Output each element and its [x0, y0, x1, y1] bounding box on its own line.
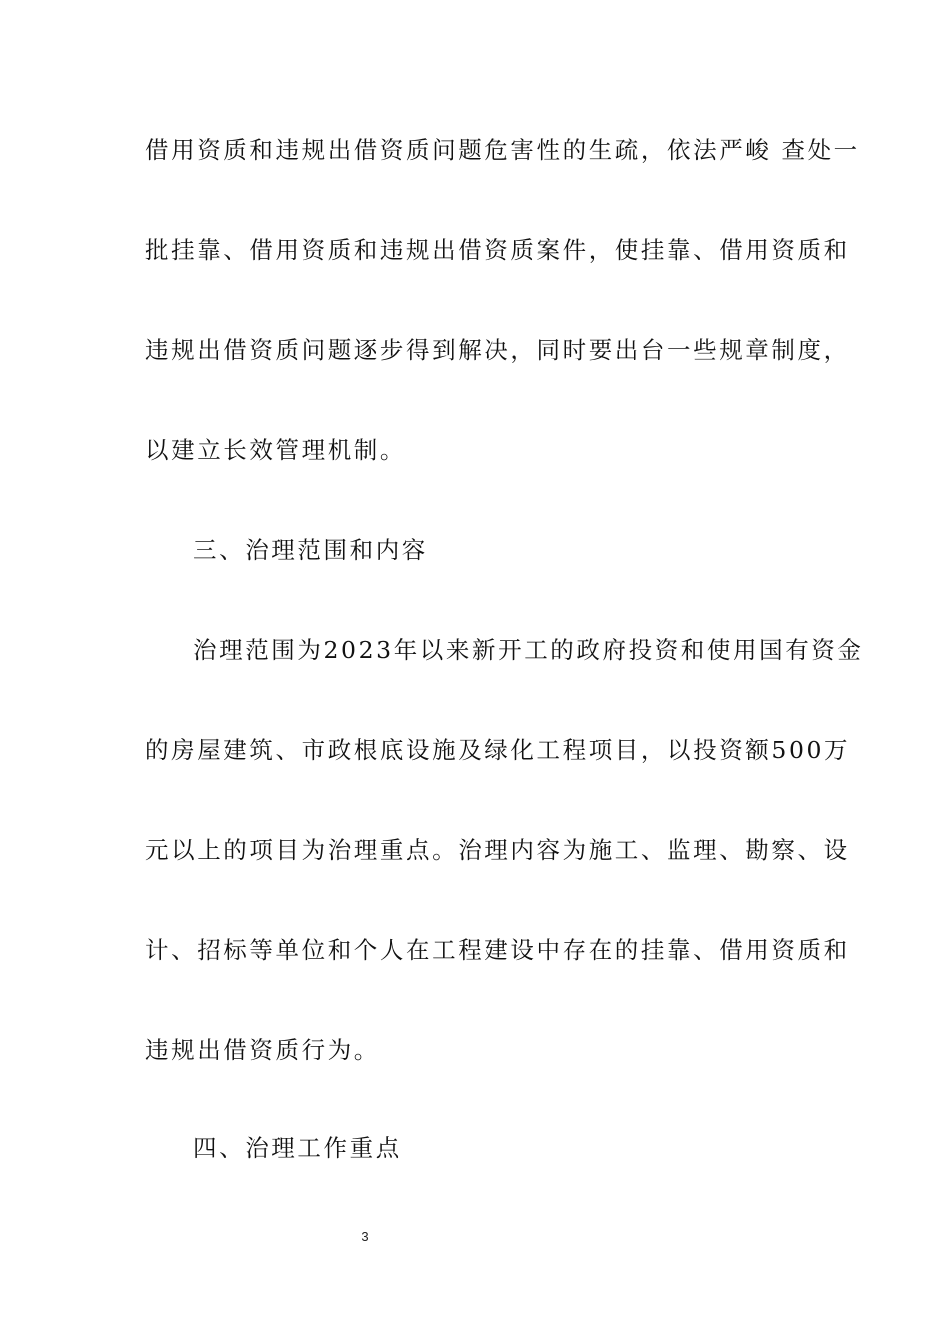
- paragraph-line: 违规出借资质问题逐步得到解决，同时要出台一些规章制度，: [145, 336, 850, 364]
- paragraph-line: 元以上的项目为治理重点。治理内容为施工、监理、勘察、设: [145, 836, 850, 864]
- paragraph-line: 违规出借资质行为。: [145, 1036, 380, 1064]
- paragraph-line: 治理范围为2023年以来新开工的政府投资和使用国有资金: [193, 636, 864, 664]
- paragraph-line: 的房屋建筑、市政根底设施及绿化工程项目，以投资额500万: [145, 736, 851, 764]
- section-heading-4: 四、治理工作重点: [193, 1134, 402, 1162]
- paragraph-line: 批挂靠、借用资质和违规出借资质案件，使挂靠、借用资质和: [145, 236, 850, 264]
- page-number: 3: [361, 1229, 369, 1244]
- paragraph-line: 计、招标等单位和个人在工程建设中存在的挂靠、借用资质和: [145, 936, 850, 964]
- paragraph-line: 借用资质和违规出借资质问题危害性的生疏，依法严峻 查处一: [145, 136, 860, 164]
- section-heading-3: 三、治理范围和内容: [193, 536, 428, 564]
- paragraph-line: 以建立长效管理机制。: [145, 436, 406, 464]
